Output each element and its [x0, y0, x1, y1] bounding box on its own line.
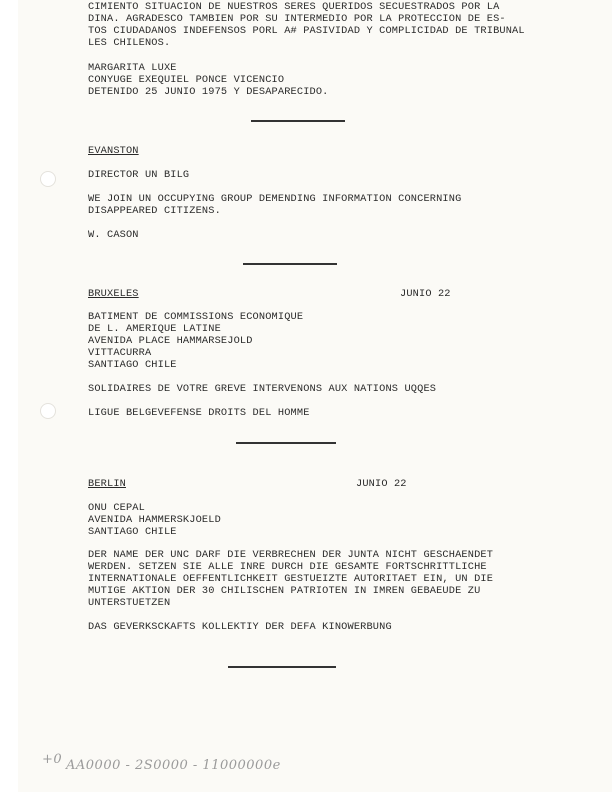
address-line: AVENIDA PLACE HAMMARSEJOLD — [88, 335, 253, 347]
address-line: SANTIAGO CHILE — [88, 359, 177, 371]
separator-line — [236, 442, 336, 444]
letter-line: CIMIENTO SITUACION DE NUESTROS SERES QUERIDOS SECUESTRADOS POR LA — [88, 1, 500, 13]
letter-line: TOS CIUDADANOS INDEFENSOS PORL A# PASIVIDAD Y COMPLICIDAD DE TRIBUNAL — [88, 25, 525, 37]
message-line: SOLIDAIRES DE VOTRE GREVE INTERVENONS AUX NATIONS UQQES — [88, 383, 437, 395]
separator-line — [228, 666, 336, 668]
separator-line — [251, 120, 345, 122]
address-line: AVENIDA HAMMERSKJOELD — [88, 514, 221, 526]
signature: W. CASON — [88, 229, 139, 241]
address-line: DE L. AMERIQUE LATINE — [88, 323, 221, 335]
message-line: DER NAME DER UNC DARF DIE VERBRECHEN DER JUNTA NICHT GESCHAENDET — [88, 549, 494, 561]
address-line: BATIMENT DE COMMISSIONS ECONOMIQUE — [88, 311, 304, 323]
address-line: VITTACURRA — [88, 347, 152, 359]
separator-line — [243, 263, 337, 265]
message-line: WE JOIN UN OCCUPYING GROUP DEMENDING INFORMATION CONCERNING — [88, 193, 462, 205]
signature-line: DETENIDO 25 JUNIO 1975 Y DESAPARECIDO. — [88, 86, 329, 98]
addressee: DIRECTOR UN BILG — [88, 169, 190, 181]
message-line: DISAPPEARED CITIZENS. — [88, 205, 221, 217]
message-line: INTERNATIONALE OEFFENTLICHKEIT GESTUEIZTE AUTORITAET EIN, UN DIE — [88, 573, 494, 585]
signature: DAS GEVERKSCKAFTS KOLLEKTIY DER DEFA KINOWERBUNG — [88, 621, 392, 633]
section-date: JUNIO 22 — [356, 478, 407, 490]
signature-line: CONYUGE EXEQUIEL PONCE VICENCIO — [88, 74, 285, 86]
margin-mark: +0 — [42, 752, 63, 767]
signature-name: MARGARITA LUXE — [88, 62, 177, 74]
section-heading-evanston: EVANSTON — [88, 145, 139, 157]
message-line: MUTIGE AKTION DER 30 CHILISCHEN PATRIOTEN IN IMREN GEBAEUDE ZU — [88, 585, 481, 597]
punch-hole-bottom — [40, 403, 56, 419]
section-heading-bruxeles: BRUXELES — [88, 288, 139, 300]
section-date: JUNIO 22 — [400, 288, 451, 300]
letter-line: LES CHILENOS. — [88, 37, 171, 49]
section-heading-berlin: BERLIN — [88, 478, 126, 490]
document-page — [18, 0, 612, 792]
message-line: UNTERSTUETZEN — [88, 597, 171, 609]
signature: LIGUE BELGEVEFENSE DROITS DEL HOMME — [88, 407, 310, 419]
address-line: SANTIAGO CHILE — [88, 526, 177, 538]
address-line: ONU CEPAL — [88, 502, 145, 514]
letter-line: DINA. AGRADESCO TAMBIEN POR SU INTERMEDIO POR LA PROTECCION DE ES- — [88, 13, 506, 25]
punch-hole-top — [40, 171, 56, 187]
message-line: WERDEN. SETZEN SIE ALLE INRE DURCH DIE GESAMTE FORTSCHRITTLICHE — [88, 561, 487, 573]
archive-number: AA0000 - 2S0000 - 11000000e — [66, 758, 281, 773]
